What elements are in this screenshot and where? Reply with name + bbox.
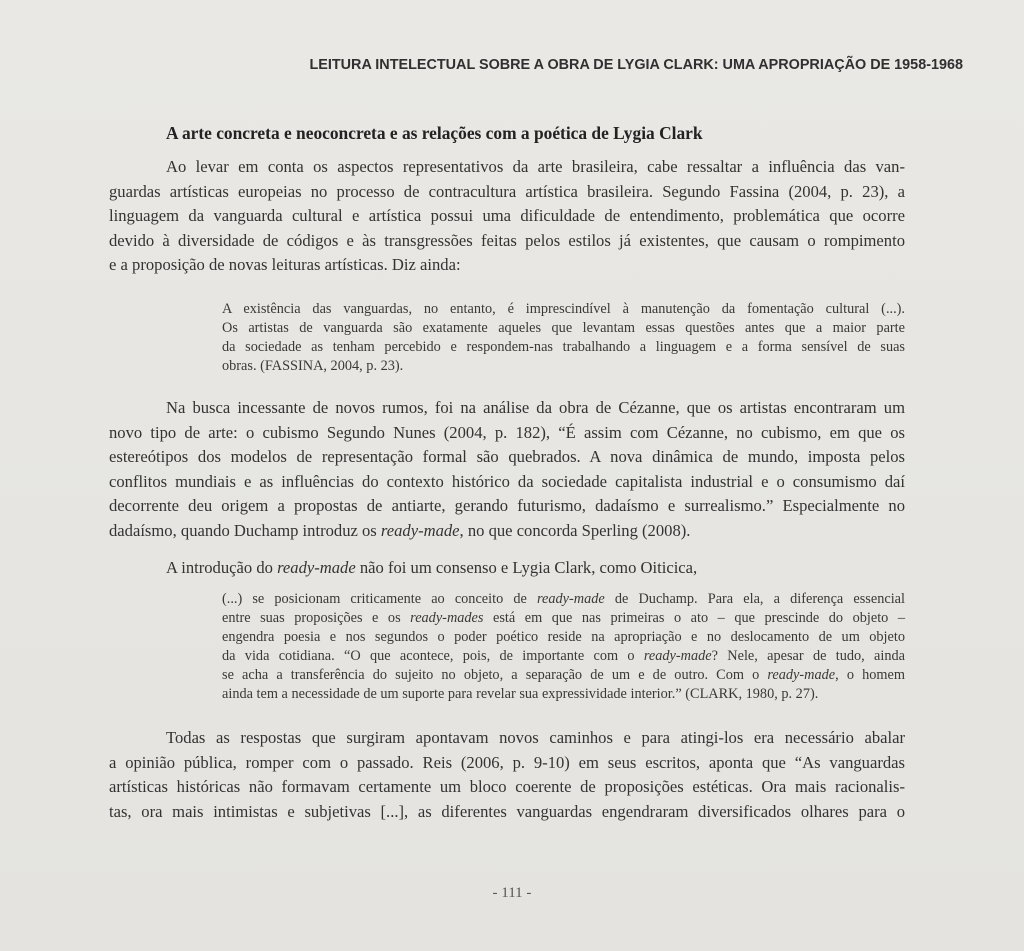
text-line: decorrente deu origem a propostas de antiarte, gerando futurismo, dadaísmo e surrealismo.” Especialmente no	[109, 496, 905, 516]
block-quote-1	[222, 300, 905, 376]
text-run: dadaísmo, quando Duchamp introduz os	[109, 520, 381, 540]
text-line: conflitos mundiais e as influências do contexto histórico da sociedade capitalista industrial e o consumismo daí	[109, 471, 905, 491]
text-line	[109, 556, 905, 581]
text-run: (...) se posicionam criticamente ao conceito de	[222, 591, 537, 607]
text-run: entre suas proposições e os	[222, 610, 411, 627]
text-line: tas, ora mais intimistas e subjetivas [...], as diferentes vanguardas engendraram diversificados olhares para o	[109, 801, 905, 821]
text-line: novo tipo de arte: o cubismo Segundo Nunes (2004, p. 182), “É assim com Cézanne, no cubismo, em que os	[109, 422, 905, 442]
text-line: a opinião pública, romper com o passado. Reis (2006, p. 9-10) em seus escritos, aponta que “As vanguardas	[109, 752, 905, 772]
text-run: está em que nas primeiras o ato – que prescinde do objeto –	[483, 610, 905, 627]
text-line: linguagem da vanguarda cultural e artística possui uma dificuldade de entendimento, problemática que ocorre	[109, 206, 905, 226]
italic-term: ready-made	[380, 520, 460, 540]
section-title: A arte concreta e neoconcreta e as relações com a poética de Lygia Clark	[166, 123, 703, 143]
text-line: artísticas históricas não formavam certamente um bloco coerente de proposições estéticas. Ora mais racionalis-	[109, 777, 905, 797]
italic-term: ready-made	[536, 591, 605, 607]
quote-line: engendra poesia e nos segundos o poder poético reside na apropriação e no deslocamento de um objeto	[222, 629, 905, 646]
text-run: , o homem	[835, 667, 905, 684]
italic-term: ready-mades	[410, 610, 484, 627]
quote-line: ainda tem a necessidade de um suporte para revelar sua expressividade interior.” (CLARK, 1980, p. 27).	[222, 686, 819, 703]
text-run: de Duchamp. Para ela, a diferença essencial	[604, 591, 905, 607]
italic-term: ready-made	[767, 667, 836, 684]
text-run: , no que concorda Sperling (2008).	[459, 520, 691, 540]
text-line: guardas artísticas europeias no processo de contracultura artística brasileira. Segundo Fassina (2004, p. 23), a	[109, 181, 905, 201]
block-quote-2	[222, 590, 905, 705]
text-line: estereótipos dos modelos de representação formal são quebrados. A nova dinâmica de mundo, imposta pelos	[109, 447, 905, 467]
quote-line: A existência das vanguardas, no entanto, é imprescindível à manutenção da fomentação cultural (...).	[222, 301, 905, 317]
text-line: Na busca incessante de novos rumos, foi na análise da obra de Cézanne, que os artistas encontraram um	[166, 398, 905, 417]
paragraph-2	[109, 396, 905, 544]
text-line: devido à diversidade de códigos e às transgressões feitas pelos estilos já existentes, que causam o rompimento	[109, 230, 905, 250]
text-run: ? Nele, apesar de tudo, ainda	[711, 648, 905, 665]
quote-line: Os artistas de vanguarda são exatamente aqueles que levantam essas questões antes que a maior parte	[222, 320, 905, 337]
text-line: Todas as respostas que surgiram apontavam novos caminhos e para atingi-los era necessário abalar	[166, 728, 905, 747]
text-line: Ao levar em conta os aspectos representativos da arte brasileira, cabe ressaltar a influência das van-	[166, 157, 905, 176]
quote-line: da sociedade as tenham percebido e respondem-nas trabalhando a linguagem e a forma sensível de suas	[222, 339, 905, 356]
text-line	[109, 519, 905, 544]
text-run: não foi um consenso e Lygia Clark, como Oiticica,	[355, 558, 698, 577]
quote-line	[222, 647, 905, 666]
text-run: da vida cotidiana. “O que acontece, pois, de importante com o	[222, 648, 644, 665]
quote-line	[222, 666, 905, 685]
text-run: se acha a transferência do sujeito no objeto, a separação de um e de outro. Com o	[222, 667, 768, 684]
italic-term: ready-made	[643, 648, 712, 665]
quote-line: obras. (FASSINA, 2004, p. 23).	[222, 358, 404, 375]
quote-line	[222, 590, 905, 609]
page-number: - 111 -	[492, 885, 532, 901]
text-run: A introdução do	[166, 558, 278, 577]
italic-term: ready-made	[277, 558, 356, 577]
paragraph-3	[109, 556, 905, 581]
paragraph-1	[109, 155, 905, 278]
quote-line	[222, 609, 905, 628]
running-head: LEITURA INTELECTUAL SOBRE A OBRA DE LYGIA CLARK: UMA APROPRIAÇÃO DE 1958-1968	[309, 57, 963, 73]
paragraph-4	[109, 726, 905, 824]
text-line: e a proposição de novas leituras artísticas. Diz ainda:	[109, 255, 461, 275]
